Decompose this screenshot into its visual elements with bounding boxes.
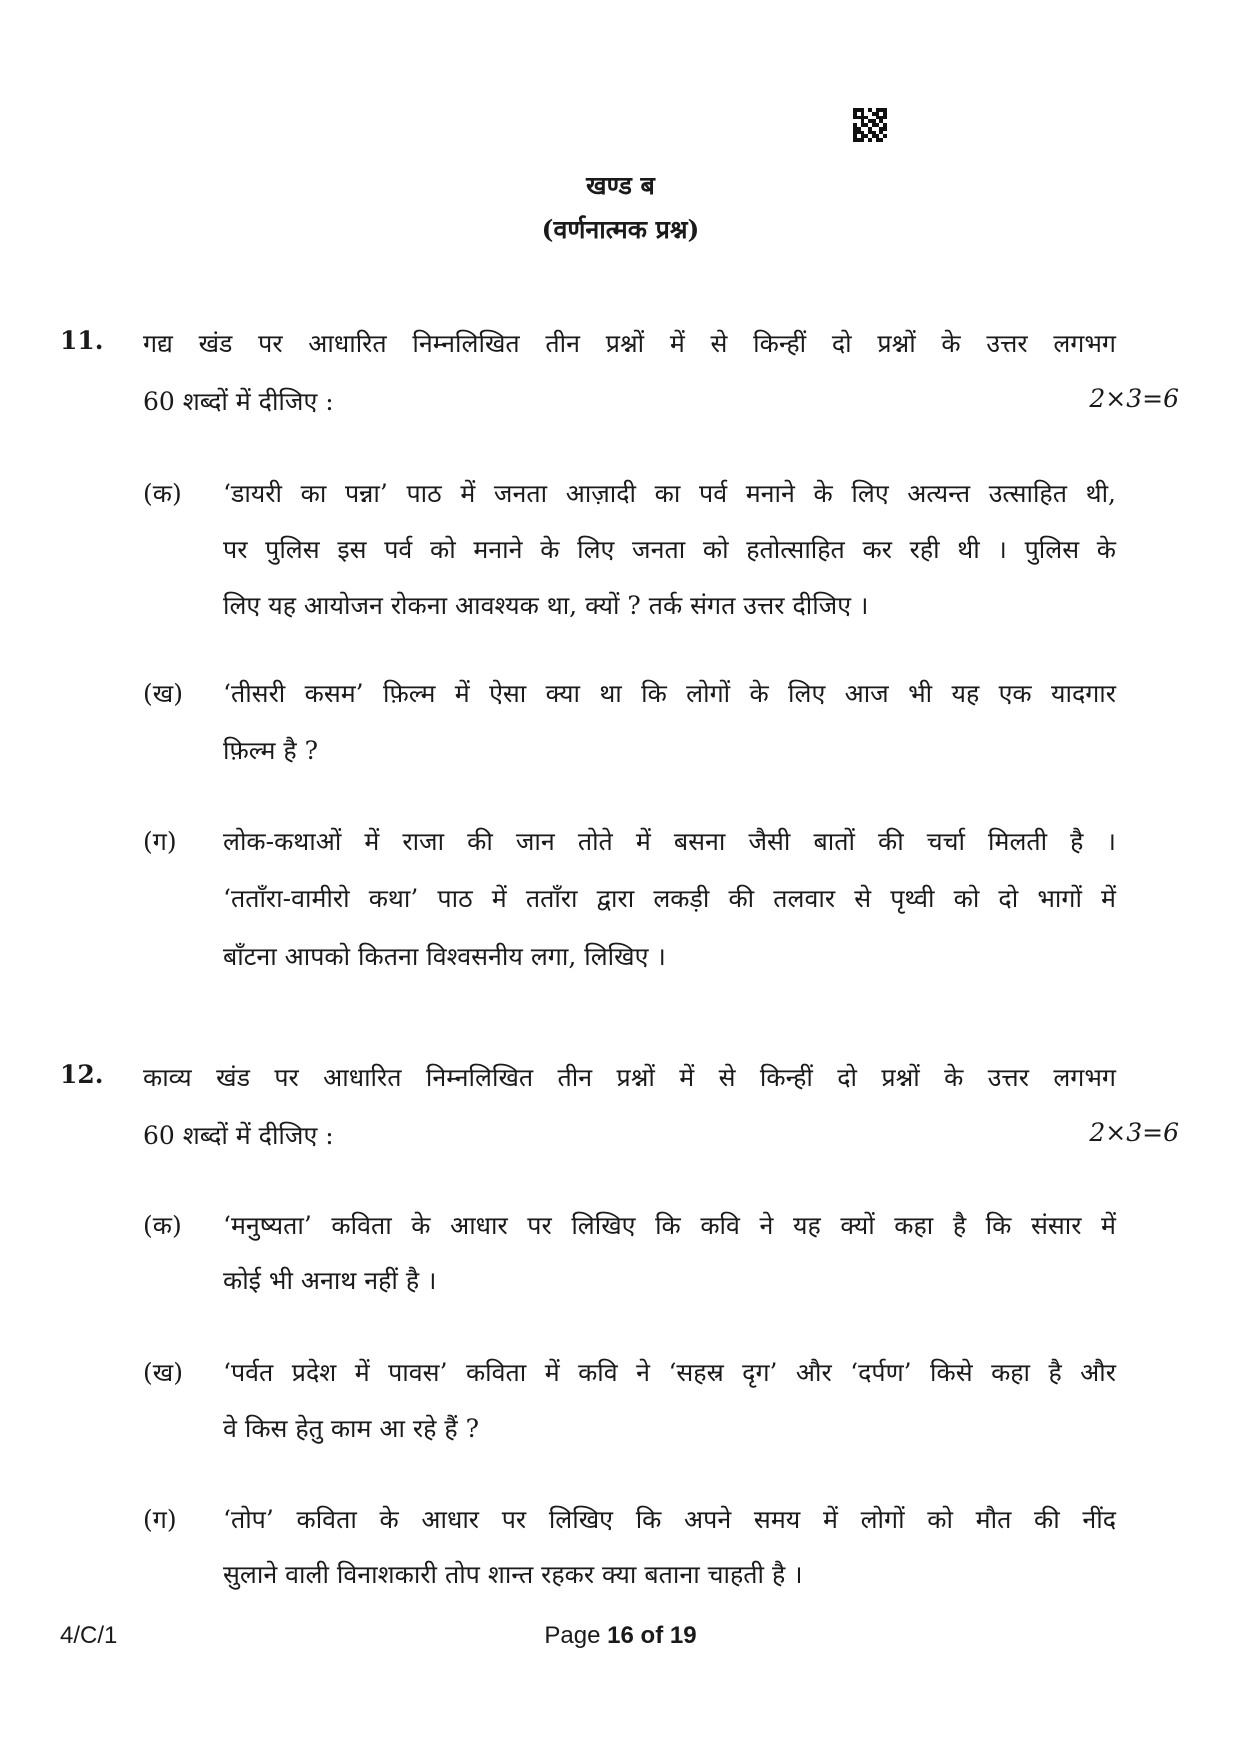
part-line: लिए यह आयोजन रोकना आवश्यक था, क्यों ? तर्क संगत उत्तर दीजिए । [223,591,869,620]
page-prefix: Page [544,1622,601,1649]
part-line: लोक-कथाओं में राजा की जान तोते में बसना जैसी बातों की चर्चा मिलती है । [223,827,1116,856]
part-line: पर पुलिस इस पर्व को मनाने के लिए जनता को हतोत्साहित कर रही थी । पुलिस के [223,535,1116,564]
part-label: (ख) [143,1358,183,1387]
page-number [0,1622,1241,1650]
part-line: कोई भी अनाथ नहीं है । [223,1266,437,1295]
part-label: (ख) [143,679,183,708]
part-line: ‘तताँरा-वामीरो कथा’ पाठ में तताँरा द्वारा लकड़ी की तलवार से पृथ्वी को दो भागों में [223,884,1116,913]
part-line: सुलाने वाली विनाशकारी तोप शान्त रहकर क्या बताना चाहती है । [223,1560,803,1589]
question-text-line-2: 60 शब्दों में दीजिए : [143,387,334,416]
page-current: 16 [607,1622,634,1649]
page-total: 19 [669,1622,697,1649]
part-label: (क) [143,479,182,508]
part-label: (क) [143,1211,182,1240]
part-line: ‘डायरी का पन्ना’ पाठ में जनता आज़ादी का पर्व मनाने के लिए अत्यन्त उत्साहित थी, [223,479,1116,508]
part-line: वे किस हेतु काम आ रहे हैं ? [223,1414,479,1443]
part-line: ‘तीसरी कसम’ फ़िल्म में ऐसा क्या था कि लोगों के लिए आज भी यह एक यादगार [223,679,1116,708]
question-number: 12. [60,1060,104,1089]
part-line: ‘मनुष्यता’ कविता के आधार पर लिखिए कि कवि ने यह क्यों कहा है कि संसार में [223,1211,1116,1240]
part-label: (ग) [143,827,177,856]
question-marks: 2×3=6 [1089,1118,1179,1147]
page-of: of [640,1622,664,1649]
part-line: बाँटना आपको कितना विश्वसनीय लगा, लिखिए । [223,942,666,971]
question-text-line-2: 60 शब्दों में दीजिए : [143,1121,334,1150]
question-text-line-1: काव्य खंड पर आधारित निम्नलिखित तीन प्रश्नों में से किन्हीं दो प्रश्नों के उत्तर लगभग [143,1063,1116,1092]
qr-code [853,108,887,142]
paper-code: 4/C/1 [60,1622,118,1649]
part-line: ‘पर्वत प्रदेश में पावस’ कविता में कवि ने ‘सहस्र दृग’ और ‘दर्पण’ किसे कहा है और [223,1358,1116,1387]
part-line: ‘तोप’ कविता के आधार पर लिखिए कि अपने समय में लोगों को मौत की नींद [223,1505,1116,1534]
section-subtitle: (वर्णनात्मक प्रश्न) [541,215,700,244]
question-marks: 2×3=6 [1089,384,1179,413]
part-line: फ़िल्म है ? [223,736,319,765]
part-label: (ग) [143,1505,177,1534]
question-number: 11. [60,326,104,355]
section-title: खण्ड ब [586,171,655,200]
question-text-line-1: गद्य खंड पर आधारित निम्नलिखित तीन प्रश्नों में से किन्हीं दो प्रश्नों के उत्तर लगभग [143,329,1116,358]
